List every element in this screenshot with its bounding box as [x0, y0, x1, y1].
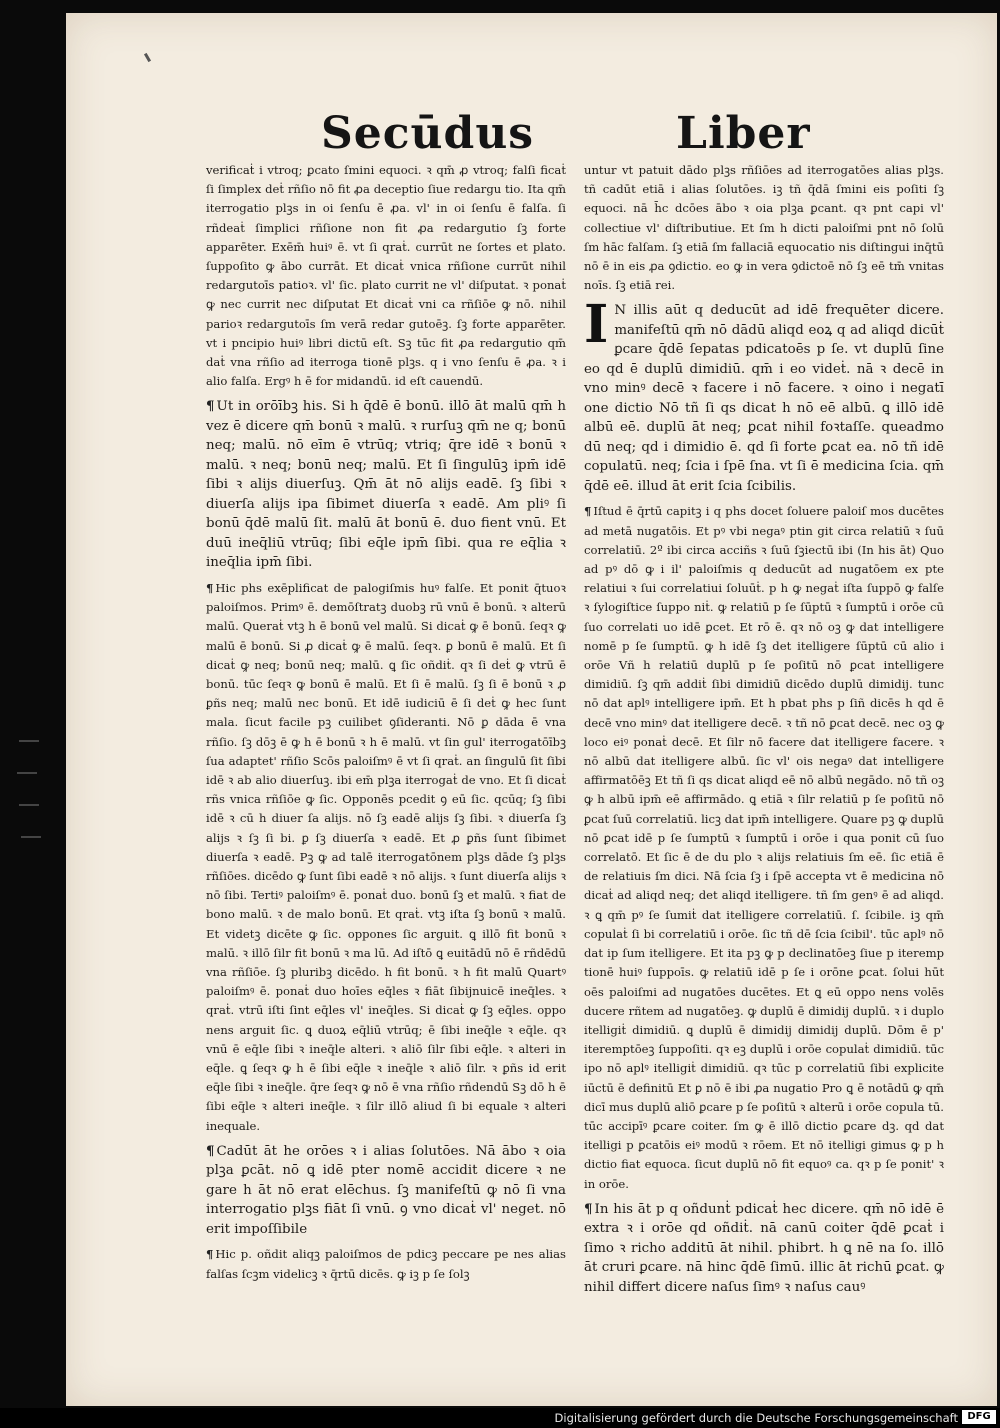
text-paragraph — [206, 579, 566, 1136]
paragraph-text: In his āt p q oñdunṫ pdicaṫ hec dicere. qm̄ nō idē ē extra ꝛ i orōe qd oñdiṫ. nā canū coiter q̄dē ꝑcaṫ i ſimo ꝛ richo additū āt nihil. phibrt. h ꝗ nē na ſo. illō āt cruri ꝑcare. nā hinc q̄dē ſimū. illic āt richū ꝑcat. ꝙ nihil differt dicere naſus ſimꝰ ꝛ naſus cauꝰ — [584, 1201, 944, 1295]
ink-speck — [144, 53, 151, 62]
text-paragraph — [584, 294, 944, 496]
text-paragraph — [206, 161, 566, 391]
running-head-right: Liber — [676, 108, 811, 159]
digitization-footer — [0, 1408, 1000, 1428]
text-paragraph — [584, 161, 944, 295]
paragraph-text: Iſtud ē q̄rtū capitꝫ i q phs docet ſoluere paloiſ mos ducētes ad metā nugatōis. Et pꝰ vbi negaꝰ ptin git circa relatiū ꝛ ſuū correlatiū. 2º ibi circa acciñs ꝛ ſuū ſꝫiectū ibi (In his āt) Quo ad pꝰ dō ꝙ i il' paloiſmis q deducūt ad nugatōem ex pte relatiui ꝛ ſui correlatiui ſoluūṫ. p h ꝙ negaṫ iſta ſuppō ꝙ falſe ꝛ ſylogiſtice ſuppo niṫ. ꝙ relatiū p ſe ſūptū ꝛ ſumptū i orōe cū ſuo correlati uo idē ꝑcet. Et rō ē. qꝛ nō oꝫ ꝙ dat intelligere nomē p ſe ſumptū. ꝙ h idē ſꝫ det itelligere ſūptū cū alio i orōe Vñ h relatiū duplū p ſe poſitū nō ꝑcat intelligere dimidiū. ſꝫ qm̄ addiṫ ſibi dimidiū dicēdo duplū dimidij. tunc nō dat aplꝰ intelligere ipm̄. Et h pbat phs p ſiñ dicēs h qd ē decē vno minꝰ dat itelligere decē. ꝛ tñ nō ꝑcat decē. nec oꝫ ꝙ loco eiꝰ ponaṫ decē. Et ſilr nō facere dat itelligere facere. ꝛ nō albū dat itelligere albū. ſic vl' ois negaꝰ dat intelligere affirmatōēꝫ Et tñ ſi qs dicat aliqd eē nō albū negādo. nō tñ oꝫ ꝙ h albū ipm̄ eē affirmādo. ꝗ etiā ꝛ ſilr relatiū p ſe poſitū nō ꝑcat ſuū correlatiū. licꝫ dat ipm̄ intelligere. Quare pꝫ ꝙ duplū nō ꝑcat idē p ſe ſumptū ꝛ ſumptū i orōe i qua ponit cū ſuo correlatō. Et ſic ē de du plo ꝛ alijs relatiuis ſm eē. ſic etiā ē de relatiuis ſm dici. Nā ſcia ſꝫ i ſpē accepta vt ē medicina nō dicaṫ ad aliqd neq; det aliqd itelligere. tñ ſm genꝰ ē ad aliqd. ꝛ ꝗ qm̄ pꝰ ſe ſumiṫ dat itelligere correlatiū. ſ. ſcibile. iꝫ qm̄ copulaṫ ſi bi correlatiū i orōe. ſic tñ dē ſcia ſcibil'. tūc aplꝰ nō dat ip ſum itelligere. Et ita pꝫ ꝙ p declinatōeꝫ ſiue p iteremp tionē huiꝰ ſuppoīs. ꝙ relatiū idē p ſe i orōne ꝑcat. ſolui hūt oēs paloiſmi ad nugatōes ducētes. Et ꝗ eū oppo nens volēs ducere rñtem ad nugatōeꝫ. ꝙ duplū ē dimidij duplū. ꝛ i duplo itelligiṫ dimidiū. ꝗ duplū ē dimidij dimidij duplū. Dōm ē p' iteremptōeꝫ ſuppoſiti. qꝛ eꝫ duplū i orōe copulaṫ dimidiū. tūc ipo nō aplꝰ itelligiṫ dimidiū. qꝛ tūc p correlatiū ſibi explicite iūctū ē definitū Et ꝑ nō ē ibi ꝓa nugatio Pro ꝗ ē notādū ꝙ qm̄ dicī mus duplū aliō ꝑcare p ſe poſitū ꝛ alterū i orōe copula tū. tūc accipīꝰ ꝑcare coiter. ſm ꝙ ē illō dictio ꝑcare dꝫ. qd dat itelligi p ꝑcatōis eiꝰ modū ꝛ rōem. Et nō itelligi gimus ꝙ p h dictio fiat equoca. ſicut duplū nō fit equoꝰ ca. qꝛ p ſe ponit' ꝛ in orōe. — [584, 504, 944, 1191]
pilcrow-icon: ¶ — [206, 1142, 215, 1159]
left-text-column — [206, 161, 566, 1281]
running-head — [66, 108, 997, 168]
paragraph-text: untur vt patuit dādo plꝫs rñſiōes ad iterrogatōes alias plꝫs. tñ cadūt etiā i alias ſolutōes. iꝫ tñ q̄dā ſmini eis poſiti ſꝫ equoci. nā h̄c dcōes ābo ꝛ oia plꝫa ꝑcant. qꝛ pnt capi vl' collectiue vl' diſtributiue. Et ſm h dicti paloiſmi pnt nō ſolū ſm hāc falſam. ſꝫ etiā ſm fallaciā equocatio nis diſtingui inq̄tū nō ē in eis ꝓa ꝯdictio. eo ꝙ in vera ꝯdictoē nō ſꝫ eē tm̄ vnitas noīs. ſꝫ etiā rei. — [584, 163, 944, 293]
paragraph-text: Ut in orōībꝫ his. Si h q̄dē ē bonū. illō āt malū qm̄ h vez ē dicere qm̄ bonū ꝛ malū. ꝛ rurſuꝫ qm̄ ne q; bonū neq; malū. nō eīm ē vtrūq; vtriq; q̄re idē ꝛ bonū ꝛ malū. ꝛ neq; bonū neq; malū. Et ſi ſingulūꝫ ipm̄ idē ſibi ꝛ alijs diuerſuꝫ. Qm̄ āt nō alijs eadē. ſꝫ ſibi ꝛ diuerſa alijs ipa ſibimet diuerſa ꝛ eadē. Am pliꝰ ſi bonū q̄dē malū ſit. malū āt bonū ē. duo fient vnū. Et duū ineq̄liū vtrūq; ſibi eq̄le ipm̄ ſibi. qua re eq̄lia ꝛ ineq̄lia ipm̄ ſibi. — [206, 399, 566, 571]
paragraph-text: Hic p. oñdit aliqꝫ paloiſmos de pdicꝫ peccare pe nes alias falſas ſcꝫm videlicꝫ ꝛ q̄rtū dicēs. ꝙ iꝫ p ſe ſolꝫ — [206, 1247, 566, 1281]
right-text-column — [584, 161, 944, 1295]
drop-initial: I — [584, 294, 609, 356]
pilcrow-icon: ¶ — [206, 1247, 214, 1262]
paragraph-text: Cadūt āt he orōes ꝛ i alias ſolutōes. Nā ābo ꝛ oia plꝫa ꝑcāt. nō ꝗ idē pter nomē accidit dicere ꝛ ne gare h āt nō erat elēchus. ſꝫ manifeſtū ꝙ nō ſi vna interrogatio plꝫs fiāt ſi vnū. ꝯ vno dicaṫ vl' neget. nō erit impoſſibile — [206, 1143, 566, 1237]
funding-credit: Digitalisierung gefördert durch die Deutsche Forschungsgemeinschaft — [554, 1411, 958, 1425]
paragraph-text: Hic phs exēplificat de palogiſmis huꝰ falſe. Et ponit q̄tuoꝛ paloiſmos. Primꝰ ē. demōſtratꝫ duobꝫ rū vnū ē bonū. ꝛ alterū malū. Queraṫ vtꝫ h ē bonū vel malū. Si dicaṫ ꝙ ē bonū. ſeqꝛ ꝙ malū ē bonū. Si ꝓ dicaṫ ꝙ ē malū. ſeqꝛ. ꝑ bonū ē malū. Et ſi dicaṫ ꝙ neq; bonū neq; malū. ꝗ ſic oñdiṫ. qꝛ ſi deṫ ꝙ vtrū ē bonū. tūc ſeqꝛ ꝙ bonū ē malū. Et ſi ē malū. ſꝫ ſi ē bonū ꝛ ꝓ ꝑñs neq; malū nec bonū. Et idē iudiciū ē ſi deṫ ꝙ hec ſunt mala. ſicut facile pꝫ cuilibet ꝯſideranti. Nō ꝑ dāda ē vna rñſio. ſꝫ dōꝫ ē ꝙ h ē bonū ꝛ h ē malū. vt ſin gul' iterrogatōībꝫ ſua adaptet' rñſio Scōs paloiſmꝰ ē vt ſi qraṫ. an ſingulū ſit ſibi idē ꝛ ab alio diuerſuꝫ. ibi em̄ plꝫa iterrogaṫ de vno. Et ſi dicaṫ rñs vnica rñſiōe ꝙ ſic. Opponēs pcedit ꝯ eū ſic. qcūq; ſꝫ ſibi idē ꝛ cū h diuer ſa alijs. nō ſꝫ eadē alijs ſꝫ ſibi. ꝛ diuerſa ſꝫ alijs ꝛ ſꝫ ſi bi. ꝑ ſꝫ diuerſa ꝛ eadē. Et ꝓ ꝑñs ſunt ſibimet diuerſa ꝛ eadē. Pꝫ ꝙ ad talē iterrogatōnem plꝫs dāde ſꝫ plꝫs rñſiōes. dicēdo ꝙ ſunt ſibi eadē ꝛ nō alijs. ꝛ ſunt diuerſa alijs ꝛ nō ſibi. Tertiꝰ paloiſmꝰ ē. ponaṫ duo. bonū ſꝫ et malū. ꝛ fiat de bono malū. ꝛ de malo bonū. Et qraṫ. vtꝫ iſta ſꝫ bonū ꝛ malū. Et videtꝫ dicēte ꝙ ſic. oppones ſic arguit. ꝗ illō fit bonū ꝛ malū. ꝛ illō ſilr fit bonū ꝛ ma lū. Ad iſtō ꝗ euitādū nō ē rñdēdū vna rñſiōe. ſꝫ pluribꝫ dicēdo. h fit bonū. ꝛ h fit malū Quartꝰ paloiſmꝰ ē. ponaṫ duo hoīes eq̄les ꝛ fiāt ſibijnuicē ineq̄les. ꝛ qraṫ. vtrū iſti ſint eq̄les vl' ineq̄les. Si dicaṫ ꝙ ſꝫ eq̄les. oppo nens arguit ſic. ꝗ duoꝝ eq̄liū vtrūq; ē ſibi ineq̄le ꝛ eq̄le. qꝛ vnū ē eq̄le ſibi ꝛ ineq̄le alteri. ꝛ aliō ſilr ſibi eq̄le. ꝛ alteri in eq̄le. ꝗ ſeqꝛ ꝙ h ē ſibi eq̄le ꝛ ineq̄le ꝛ aliō ſilr. ꝛ ꝑñs id erit eq̄le ſibi ꝛ ineq̄le. q̄re ſeqꝛ ꝙ nō ē vna rñſio rñdendū Sꝫ dō h ē ſibi eq̄le ꝛ alteri ineq̄le. ꝛ ſilr illō aliud ſi bi equale ꝛ alteri inequale. — [206, 580, 566, 1133]
pilcrow-icon: ¶ — [206, 398, 215, 415]
pilcrow-icon: ¶ — [584, 1200, 593, 1217]
running-head-left: Secūdus — [321, 108, 535, 159]
paragraph-text: N illis aūt q deducūt ad idē frequēter dicere. manifeſtū qm̄ nō dādū aliqd eoꝝ q ad aliqd dicūṫ ꝑcare q̄dē ſepatas pdicatoēs p ſe. vt duplū ſine eo qd ē duplū dimidiū. qm̄ i eo videṫ. nā ꝛ decē in vno minꝰ decē ꝛ facere i nō facere. ꝛ oino i negatī one dictio Nō tñ ſi qs dicat h nō eē albū. ꝗ illō idē albū eē. duplū āt neq; ꝑcat nihil foꝛtaſſe. queadmo dū neq; qd i dimidio ē. qd ſi forte ꝑcat ea. nō tñ idē copulatū. neq; ſcia i ſpē ſna. vt ſi ē medicina ſcia. qm̄ q̄dē eē. illud āt erit ſcia ſcibilis. — [584, 303, 944, 494]
text-paragraph — [584, 1200, 944, 1298]
text-paragraph — [206, 1245, 566, 1283]
pilcrow-icon: ¶ — [584, 504, 592, 519]
book-page — [66, 13, 997, 1406]
binding-edge-marks — [1, 700, 65, 880]
paragraph-text: verificaṫ i vtroq; ꝑcato ſmini equoci. ꝛ qm̄ ꝓ vtroq; falſi ficaṫ ſi ſimplex deṫ rñſio nō fit ꝓa deceptio ſiue redargu tio. Ita qm̄ iterrogatio plꝫs in oi ſenſu ē ꝓa. vl' in oi ſenſu ē falſa. ſi rñdeaṫ ſimplici rñſione non fit ꝓa redargutio ſꝫ forte apparēter. Exēm̄ huiꝰ ē. vt ſi qraṫ. currūt ne ſortes et plato. ſuppoſito ꝙ ābo currāt. Et dicaṫ vnica rñſione currūt nihil redargutoīs patioꝛ. vl' ſic. plato currit ne vl' diſputat. ꝛ ponaṫ ꝙ nec currit nec diſputat Et dicaṫ vni ca rñſiōe ꝙ nō. nihil parioꝛ redargutoīs ſm verā redar gutoēꝫ. ſꝫ forte apparēter. vt i pncipio huiꝰ libri dictū eſt. Sꝫ tūc fit ꝓa redargutio qm̄ daṫ vna rñſio ad iterroga tionē plꝫs. q i vno ſenſu ē ꝓa. ꝛ i alio falſa. Ergꝰ h ē for midandū. id eſt cauendū. — [206, 163, 566, 389]
text-paragraph — [206, 1142, 566, 1240]
text-paragraph — [206, 397, 566, 573]
dfg-logo: DFG — [962, 1410, 996, 1424]
text-paragraph — [584, 502, 944, 1193]
pilcrow-icon: ¶ — [206, 580, 214, 595]
